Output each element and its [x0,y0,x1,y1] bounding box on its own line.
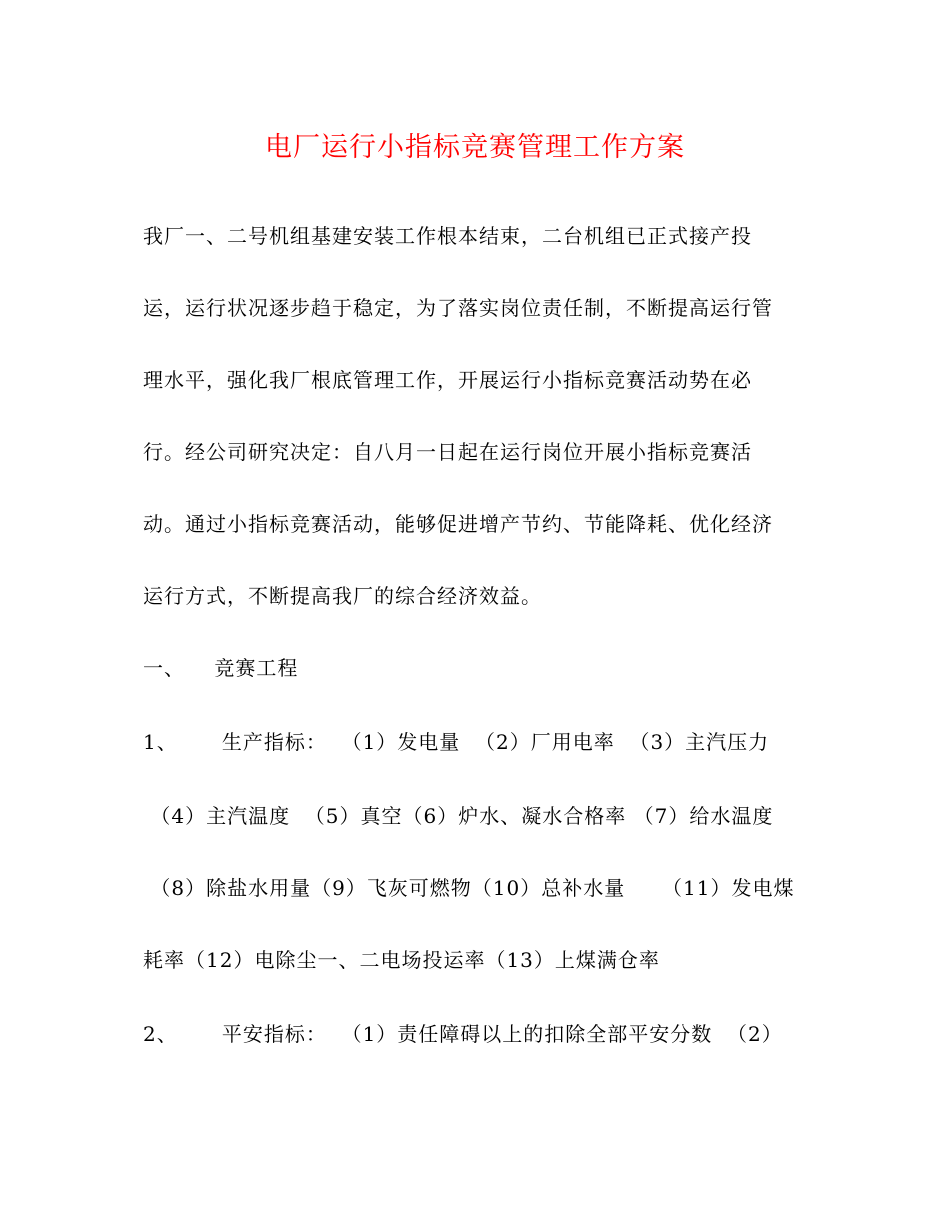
list-item-safety-indicators: 2、 平安指标： （1）责任障碍以上的扣除全部平安分数 （2） [143,1022,783,1046]
paragraph-line: 动。通过小指标竞赛活动，能够促进增产节约、节能降耗、优化经济 [143,512,773,536]
paragraph-line: 运，运行状况逐步趋于稳定，为了落实岗位责任制，不断提高运行管 [143,296,773,320]
paragraph-line: 理水平，强化我厂根底管理工作，开展运行小指标竞赛活动势在必 [143,368,752,392]
list-item-continuation: （8）除盐水用量（9）飞灰可燃物（10）总补水量 （11）发电煤 [143,876,795,900]
document-title: 电厂运行小指标竞赛管理工作方案 [265,132,685,163]
section-heading: 一、 竞赛工程 [143,656,299,680]
list-item-continuation: （4）主汽温度 （5）真空（6）炉水、凝水合格率 （7）给水温度 [143,804,774,828]
paragraph-line: 行。经公司研究决定：自八月一日起在运行岗位开展小指标竞赛活 [143,440,752,464]
paragraph-line: 我厂一、二号机组基建安装工作根本结束，二台机组已正式接产投 [143,224,752,248]
list-item-continuation: 耗率（12）电除尘一、二电场投运率（13）上煤满仓率 [143,948,660,972]
list-item-production-indicators: 1、 生产指标： （1）发电量 （2）厂用电率 （3）主汽压力 [143,730,770,754]
paragraph-line: 运行方式，不断提高我厂的综合经济效益。 [143,584,542,608]
